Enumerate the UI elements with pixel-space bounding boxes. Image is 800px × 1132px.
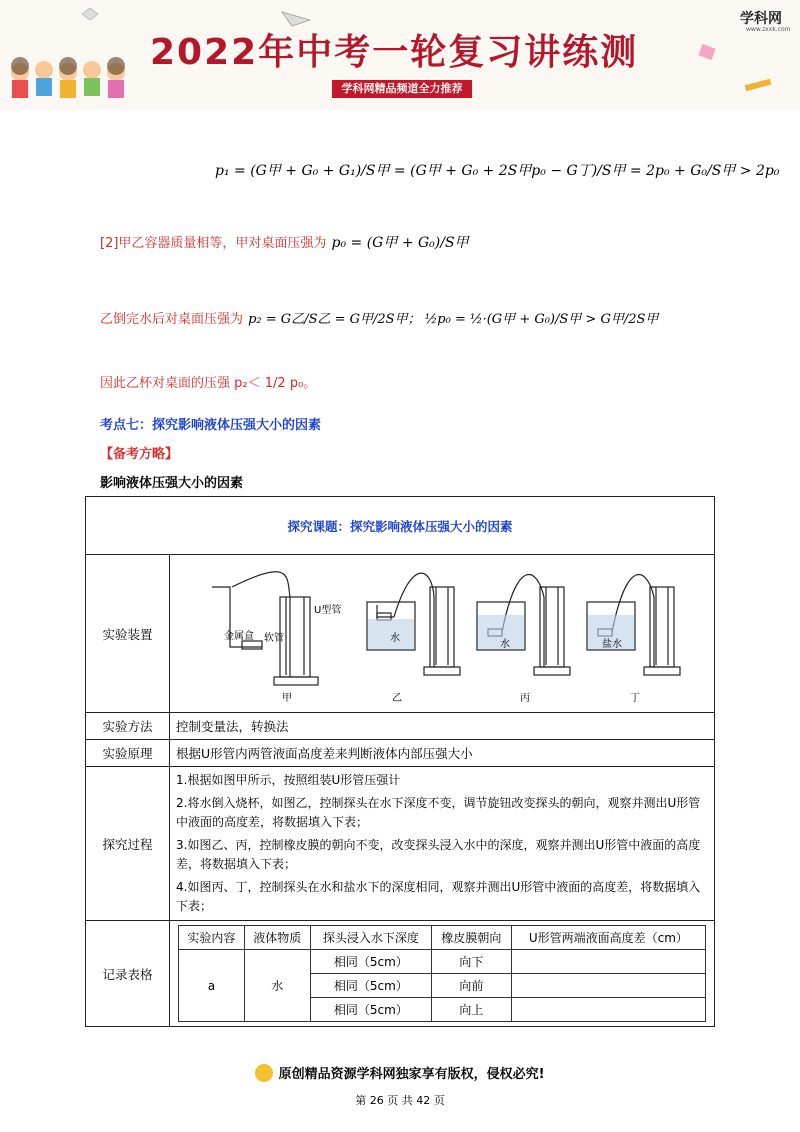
sub-heading: 影响液体压强大小的因素 (100, 476, 244, 491)
record-depth-3: 相同（5cm） (310, 998, 431, 1022)
figure-label-bing: 丙 (520, 693, 530, 704)
record-depth-1: 相同（5cm） (310, 950, 431, 974)
equation-line-2 (100, 232, 469, 252)
method-label: 实验方法 (86, 713, 170, 740)
line4-text: 因此乙杯对桌面的压强 p₂＜ (100, 376, 261, 391)
footer-copyright: 原创精品资源学科网独家享有版权，侵权必究! (278, 1067, 545, 1082)
table-topic-cell (86, 497, 715, 555)
step-3: 3.如图乙、丙，控制橡皮膜的朝向不变，改变探头浸入水中的深度，观察并测出U形管中液面的高度差，将数据填入下表； (176, 838, 701, 871)
record-content: a (179, 950, 245, 1022)
annotation-water-1: 水 (390, 633, 400, 644)
annotation-salt-water: 盐水 (602, 639, 622, 650)
equation-p1: p₁ = (G甲 + G₀ + G₁)/S甲 = (G甲 + G₀ + 2S甲p₀ − G丁)/S甲 = 2p₀ + G₀/S甲 > 2p₀ (215, 163, 780, 179)
record-table (178, 925, 706, 1022)
record-header-liquid: 液体物质 (244, 926, 310, 950)
apparatus-figure (172, 557, 712, 707)
annotation-u-tube: U型管 (314, 605, 342, 616)
step-1: 1.根据如图甲所示，按照组装U形管压强计 (176, 773, 401, 787)
record-cell (170, 921, 715, 1027)
line2-text: [2]甲乙容器质量相等，甲对桌面压强为 (100, 236, 327, 251)
line3-math: p₂ = G乙/S乙 = G甲/2S甲； ½p₀ = ½·(G甲 + G₀)/S甲 > G甲/2S甲 (248, 312, 659, 327)
process-label: 探究过程 (86, 767, 170, 921)
page-banner (0, 0, 800, 110)
line2-math: p₀ = (G甲 + G₀)/S甲 (331, 235, 469, 251)
record-header-content: 实验内容 (179, 926, 245, 950)
record-depth-2: 相同（5cm） (310, 974, 431, 998)
page-number: 第 26 页 共 42 页 (355, 1094, 445, 1107)
site-logo: 学科网 (740, 11, 782, 27)
equation-line-4 (100, 372, 316, 391)
banner-subtitle: 学科网精品频道全力推荐 (332, 80, 472, 98)
record-diff-3 (511, 998, 705, 1022)
footer-copyright-row (0, 1062, 800, 1082)
process-steps (170, 767, 715, 921)
record-liquid: 水 (244, 950, 310, 1022)
method-value: 控制变量法，转换法 (170, 713, 715, 740)
annotation-metal-box: 金属盒 (224, 631, 254, 642)
line3-text: 乙倒完水后对桌面压强为 (100, 312, 244, 327)
record-header-depth: 探头浸入水下深度 (310, 926, 431, 950)
apparatus-label: 实验装置 (86, 555, 170, 713)
mascot-icon (255, 1064, 273, 1082)
prep-heading: 【备考方略】 (100, 447, 179, 462)
equation-line-3 (100, 308, 658, 327)
annotation-hose: 软管 (264, 633, 284, 644)
site-url: www.zxxk.com (746, 26, 791, 33)
principle-label: 实验原理 (86, 740, 170, 767)
record-diff-1 (511, 950, 705, 974)
line4-fraction: 1/2 (264, 376, 286, 391)
record-direction-2: 向前 (432, 974, 512, 998)
section-heading: 考点七：探究影响液体压强大小的因素 (100, 418, 322, 433)
experiment-table (85, 496, 715, 1027)
figure-label-ding: 丁 (630, 693, 640, 704)
principle-value: 根据U形管内两管液面高度差来判断液体内部压强大小 (170, 740, 715, 767)
record-header-diff: U形管两端液面高度差（cm） (511, 926, 705, 950)
annotation-water-2: 水 (500, 639, 510, 650)
table-topic: 探究课题：探究影响液体压强大小的因素 (287, 518, 513, 534)
record-label: 记录表格 (86, 921, 170, 1027)
line4-end: p₀。 (289, 376, 317, 391)
step-2: 2.将水倒入烧杯，如图乙，控制探头在水下深度不变，调节旋钮改变探头的朝向，观察并测出U形管中液面的高度差，将数据填入下表； (176, 796, 701, 829)
record-direction-3: 向上 (432, 998, 512, 1022)
record-header-direction: 橡皮膜朝向 (432, 926, 512, 950)
record-diff-2 (511, 974, 705, 998)
step-4: 4.如图丙、丁，控制探头在水和盐水下的深度相同，观察并测出U形管中液面的高度差，将数据填入下表； (176, 880, 701, 913)
figure-label-jia: 甲 (282, 693, 292, 704)
apparatus-figure-cell (170, 555, 715, 713)
figure-label-yi: 乙 (392, 693, 402, 704)
banner-title: 2022年中考一轮复习讲练测 (150, 32, 639, 73)
record-direction-1: 向下 (432, 950, 512, 974)
